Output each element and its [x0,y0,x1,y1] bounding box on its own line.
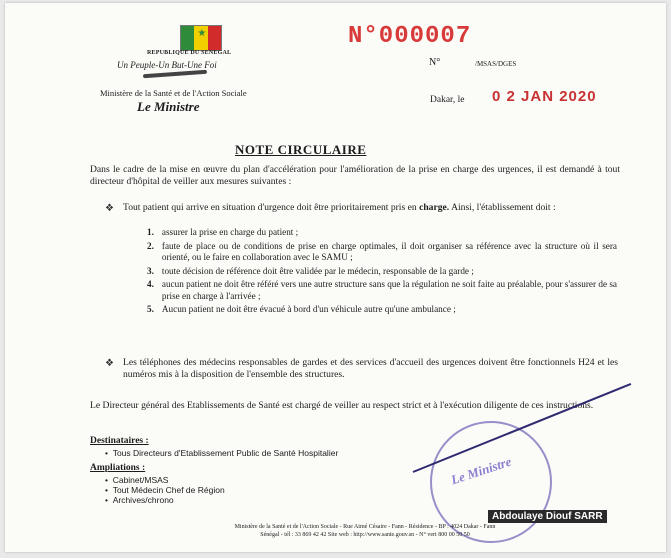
list-item [147,279,617,302]
ampliations-list [105,475,225,505]
closing-paragraph: Le Directeur général des Etablissements de Santé est chargé de veiller au respect strict et à l'exécution diligente de ces instructions. [90,400,594,411]
place-label: Dakar, le [430,95,465,105]
number-label: N° [429,57,441,68]
destinataires-list [105,448,338,458]
item-text: faute de place ou de conditions de prise en charge optimales, il doit organiser sa référence avec la structure où il sera orienté, ou le faire en collaboration avec le SAMU ; [161,240,617,262]
minister-title: Le Ministre [137,99,200,114]
seal-text: Le Ministre [449,453,514,488]
bullet-two-paragraph: Les téléphones des médecins responsables de gardes et des services d'accueil des urgences doivent être fonctionnels H24 et les numéros mis à la disposition de l'ensemble des structures. [123,357,618,380]
emblem-mark [143,70,207,78]
footer-address: Ministère de la Santé et de l'Action Sociale - Rue Aimé Césaire - Fann - Résidence - BP : 4024 Dakar - Fann [234,524,496,530]
bullet-one-text: Tout patient qui arrive en situation d'urgence doit être prioritairement pris en [123,202,417,213]
republic-label: REPUBLIQUE DU SENEGAL [147,50,232,56]
item-number: 5. [147,304,154,314]
item-number: 2. [147,240,154,251]
destinataires-label: Destinataires : [90,436,149,446]
bullet-one-bold: charge. [419,202,450,213]
list-item [147,241,617,264]
document-title: NOTE CIRCULAIRE [235,142,367,157]
item-text: toute décision de référence doit être validée par le médecin, responsable de la garde ; [161,265,474,276]
item-number: 1. [147,227,154,237]
footer [115,523,615,539]
bullet-one-tail: Ainsi, l'établissement doit : [451,202,556,213]
item-text: assurer la prise en charge du patient ; [161,227,299,237]
ampliations-label: Ampliations : [90,463,146,473]
list-item: • Tout Médecin Chef de Région [105,485,225,495]
intro-paragraph: Dans le cadre de la mise en œuvre du plan d'accélération pour l'amélioration de la prise en charge des urgences, il est demandé à tout directeur d'hôpital de veiller aux mesures suivantes : [90,164,620,187]
bullet-one-lead [123,202,618,214]
action-list [147,227,617,316]
document-page [5,3,666,552]
diamond-bullet-icon: ❖ [105,358,114,369]
list-item [147,266,617,278]
date-stamp: 0 2 JAN 2020 [492,88,597,105]
item-number: 4. [147,279,154,289]
list-item: • Archives/chrono [105,495,174,505]
list-item [147,304,617,316]
list-item [147,227,617,239]
list-item: • Cabinet/MSAS [105,475,169,485]
signatory-name: Abdoulaye Diouf SARR [488,510,607,523]
footer-contact: Sénégal - tél : 33 869 42 42 Site web : http://www.sante.gouv.sn - N° vert 800 00 50 50 [260,532,470,538]
reference-code: /MSAS/DGES [475,60,517,68]
senegal-flag-icon [180,25,222,51]
diamond-bullet-icon: ❖ [105,203,114,214]
item-text: Aucun patient ne doit être évacué à bord d'un véhicule autre qu'une ambulance ; [161,304,456,314]
list-item: • Tous Directeurs d'Etablissement Public de Santé Hospitalier [105,448,339,458]
ministry-name: Ministère de la Santé et de l'Action Sociale [100,88,247,98]
item-text: aucun patient ne doit être référé vers une autre structure sans que la régulation ne soit faite au préalable, pour s'assurer de sa prise en charge à l'arrivée ; [161,279,617,301]
item-number: 3. [147,265,154,276]
national-motto: Un Peuple-Un But-Une Foi [117,60,217,70]
serial-number-stamp: N°000007 [348,23,472,50]
